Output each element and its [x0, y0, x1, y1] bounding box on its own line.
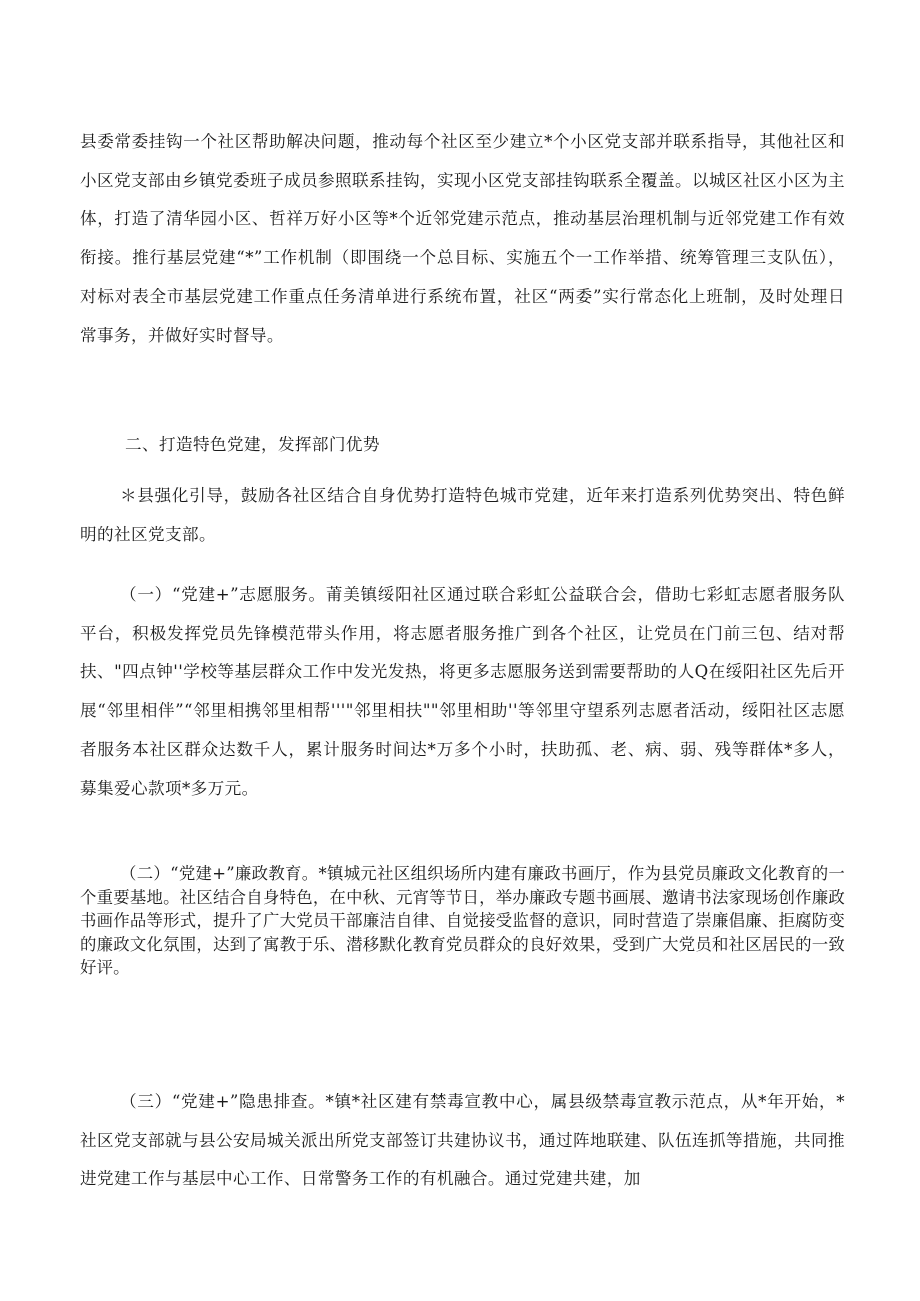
paragraph-integrity-education: （二）“党建+”廉政教育。*镇城元社区组织场所内建有廉政书画厅，作为县党员廉政文化教育的一个重要基地。社区结合自身特色，在中秋、元宵等节日，举办廉政专题书画展、邀请书法家现场创作廉政书画作品等形式，提升了广大党员干部廉洁自律、自觉接受监督的意识，同时营造了崇廉倡廉、拒腐防变的廉政文化氛围，达到了寓教于乐、潜移默化教育党员群众的良好效果，受到广大党员和社区居民的一致好评。	[80, 864, 845, 978]
paragraph-hazard-inspection: （三）“党建+”隐患排查。*镇*社区建有禁毒宣教中心，属县级禁毒宣教示范点，从*年开始，*社区党支部就与县公安局城关派出所党支部签订共建协议书，通过阵地联建、队伍连抓等措施，共同推进党建工作与基层中心工作、日常警务工作的有机融合。通过党建共建，加	[80, 1092, 845, 1189]
section-heading: 二、打造特色党建，发挥部门优势	[125, 435, 380, 454]
paragraph-community-liaison: 县委常委挂钩一个社区帮助解决问题，推动每个社区至少建立*个小区党支部并联系指导，其他社区和小区党支部由乡镇党委班子成员参照联系挂钩，实现小区党支部挂钩联系全覆盖。以城区社区小区为主体，打造了清华园小区、哲祥万好小区等*个近邻党建示范点，推动基层治理机制与近邻党建工作有效衔接。推行基层党建“*”工作机制（即围绕一个总目标、实施五个一工作举措、统筹管理三支队伍），对标对表全市基层党建工作重点任务清单进行系统布置，社区“两委”实行常态化上班制，及时处理日常事务，并做好实时督导。	[80, 132, 845, 345]
paragraph-intro: ＊县强化引导，鼓励各社区结合自身优势打造特色城市党建，近年来打造系列优势突出、特色鲜明的社区党支部。	[80, 486, 845, 544]
paragraph-volunteer-service: （一）“党建+”志愿服务。莆美镇绥阳社区通过联合彩虹公益联合会，借助七彩虹志愿者服务队平台，积极发挥党员先锋模范带头作用，将志愿者服务推广到各个社区，让党员在门前三包、结对帮扶、"四点钟''学校等基层群众工作中发光发热，将更多志愿服务送到需要帮助的人Q在绥阳社区先后开展“邻里相伴”“邻里相携邻里相帮'''"邻里相扶""邻里相助''等邻里守望系列志愿者活动，绥阳社区志愿者服务本社区群众达数千人，累计服务时间达*万多个小时，扶助孤、老、病、弱、残等群体*多人，募集爱心款项*多万元。	[80, 585, 845, 798]
